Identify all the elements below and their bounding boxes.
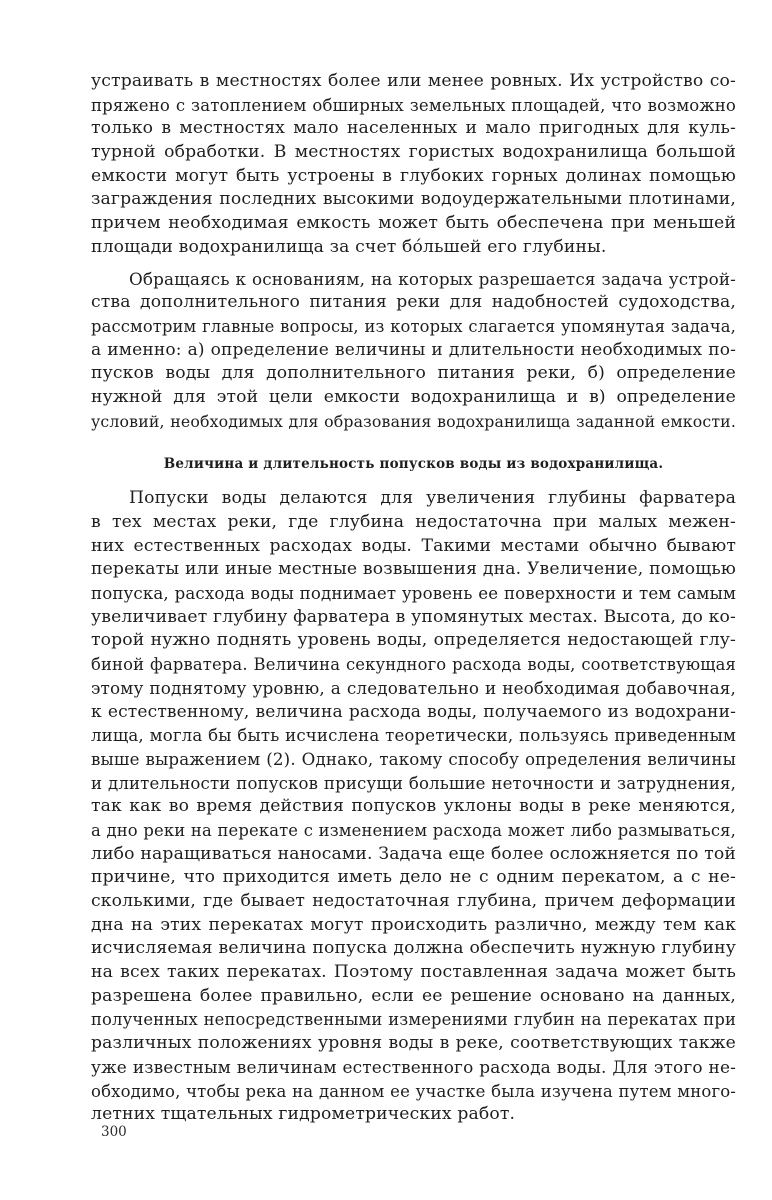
text-line: исчисляемая величина попуска должна обеспечить нужную глубину	[91, 938, 736, 959]
text-line: только в местностях мало населенных и мало пригодных для куль-	[91, 118, 736, 139]
text-line: площади водохранилища за счет бо́льшей его глубины.	[91, 236, 607, 257]
text-line: так как во время действия попусков уклоны воды в реке меняются,	[91, 796, 736, 817]
text-line: а дно реки на перекате с изменением расхода может либо размываться,	[91, 820, 736, 840]
text-line: обходимо, чтобы река на данном ее участке была изучена путем много-	[91, 1081, 736, 1101]
text-line: разрешена более правильно, если ее решение основано на данных,	[91, 985, 736, 1006]
text-line: либо наращиваться наносами. Задача еще более осложняется по той	[91, 843, 736, 864]
text-line: на всех таких перекатах. Поэтому поставленная задача может быть	[91, 962, 736, 983]
text-line: причем необходимая емкость может быть обеспечена при меньшей	[91, 213, 736, 234]
text-line: устраивать в местностях более или менее ровных. Их устройство со-	[91, 71, 736, 91]
text-line: торой нужно поднять уровень воды, определяется недостающей глу-	[91, 630, 736, 651]
text-line: уже известным величинам естественного расхода воды. Для этого не-	[91, 1056, 736, 1077]
text-line: попуска, расхода воды поднимает уровень ее поверхности и тем самым	[91, 584, 736, 604]
section-heading: Величина и длительность попусков воды из водохранилища.	[163, 456, 664, 473]
text-line: условий, необходимых для образования водохранилища заданной емкости.	[91, 411, 736, 431]
text-line: а именно: а) определение величины и длительности необходимых по-	[91, 339, 736, 360]
text-line: перекаты или иные местные возвышения дна. Увеличение, помощью	[91, 559, 736, 580]
text-line: них естественных расходах воды. Такими местами обычно бывают	[91, 535, 736, 556]
text-line: нужной для этой цели емкости водохранилища и в) определение	[91, 386, 736, 407]
paragraph-2	[91, 268, 736, 434]
text-line: Обращаясь к основаниям, на которых разрешается задача устрой-	[129, 268, 736, 289]
paragraph-1	[91, 70, 736, 260]
text-line: биной фарватера. Величина секундного расхода воды, соответствующая	[91, 655, 736, 675]
paragraph-3	[91, 487, 736, 1127]
text-line: ства дополнительного питания реки для надобностей судоходства,	[91, 292, 736, 313]
text-line: дна на этих перекатах могут происходить различно, между тем как	[91, 914, 736, 935]
page-number: 300	[101, 1124, 127, 1140]
text-line: пряжено с затоплением обширных земельных площадей, что возможно	[91, 95, 736, 115]
text-line: и длительности попусков присущи большие неточности и затруднения,	[91, 773, 736, 793]
text-line: этому поднятому уровню, а следовательно и необходимая добавочная,	[91, 677, 736, 698]
text-line: полученных непосредственными измерениями глубин на перекатах при	[91, 1010, 736, 1030]
text-line: в тех местах реки, где глубина недостаточна при малых межен-	[91, 512, 736, 532]
text-line: причине, что приходится иметь дело не с одним перекатом, а с не-	[91, 867, 736, 888]
text-line: Попуски воды делаются для увеличения глубины фарватера	[129, 488, 736, 509]
text-line: турной обработки. В местностях гористых водохранилища большой	[91, 142, 736, 163]
text-line: рассмотрим главные вопросы, из которых слагается упомянутая задача,	[91, 316, 736, 336]
text-line: к естественному, величина расхода воды, получаемого из водохрани-	[91, 701, 736, 722]
text-line: заграждения последних высокими водоудержательными плотинами,	[91, 189, 736, 210]
text-line: емкости могут быть устроены в глубоких горных долинах помощью	[91, 165, 736, 186]
text-line: лища, могла бы быть исчислена теоретически, пользуясь приведенным	[91, 726, 736, 746]
text-line: выше выражением (2). Однако, такому способу определения величины	[91, 749, 736, 769]
text-line: летних тщательных гидрометрических работ.	[91, 1104, 516, 1125]
text-line: увеличивает глубину фарватера в упомянутых местах. Высота, до ко-	[91, 606, 736, 627]
text-line: сколькими, где бывает недостаточная глубина, причем деформации	[91, 891, 736, 911]
text-line: различных положениях уровня воды в реке, соответствующих также	[91, 1033, 736, 1054]
text-line: пусков воды для дополнительного питания реки, б) определение	[91, 363, 736, 384]
page-body	[91, 70, 736, 1127]
